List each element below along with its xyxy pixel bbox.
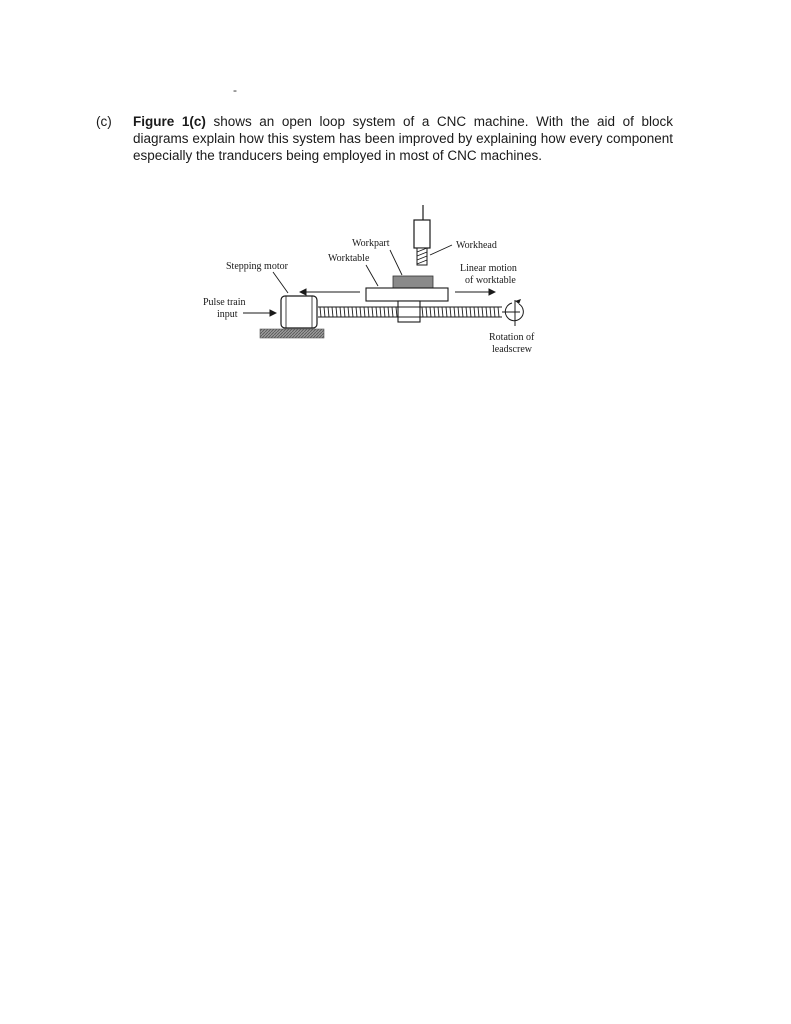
leader-workpart: [390, 250, 402, 275]
workhead-spindle: [414, 205, 430, 265]
label-workpart: Workpart: [352, 238, 390, 249]
figure-reference: Figure 1(c): [133, 114, 206, 129]
stepping-motor: [281, 296, 317, 328]
worktable: [366, 288, 448, 301]
rotation-symbol: [502, 299, 523, 326]
label-rotation-of: Rotation of: [489, 332, 535, 343]
leadscrew-nut: [398, 301, 420, 322]
label-pulse-train: Pulse train: [203, 297, 246, 308]
label-of-worktable: of worktable: [465, 275, 516, 286]
question-body-text: shows an open loop system of a CNC machine. With the aid of block diagrams explain how this system has been improved by explaining how every component especially the tranducers being employed in most of CNC machines.: [133, 114, 674, 163]
question-marker: (c): [96, 114, 112, 129]
leader-worktable: [366, 265, 378, 286]
motor-base: [260, 329, 324, 338]
question-text: [133, 113, 673, 164]
label-workhead: Workhead: [456, 240, 497, 251]
figure-diagram: [190, 200, 550, 375]
leader-stepping-motor: [273, 272, 288, 293]
workpart-block: [393, 276, 433, 288]
label-linear-motion: Linear motion: [460, 263, 517, 274]
label-leadscrew: leadscrew: [492, 344, 532, 355]
label-worktable: Worktable: [328, 253, 370, 264]
label-input: input: [217, 309, 238, 320]
top-mark: -: [233, 83, 237, 97]
figure-1c-open-loop-cnc: [190, 200, 550, 375]
leader-workhead: [430, 245, 452, 255]
label-stepping-motor: Stepping motor: [226, 261, 288, 272]
